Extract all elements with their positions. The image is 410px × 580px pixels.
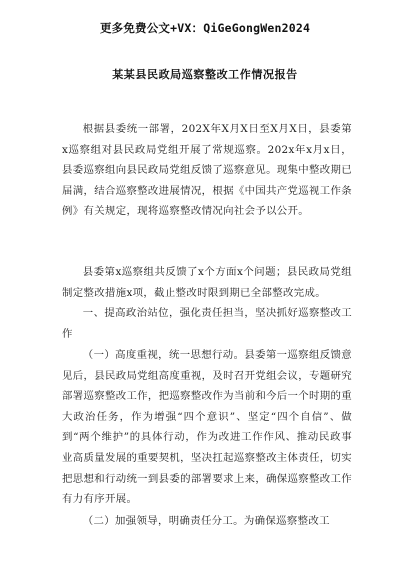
paragraph-summary (62, 262, 352, 303)
section-heading-text: 一、提高政治站位，强化责任担当，坚决抓好巡察整改工作 (62, 307, 352, 340)
promo-header: 更多免费公文+VX：QiGeGongWen2024 (99, 21, 311, 35)
paragraph-text: （一）高度重视，统一思想行动。县委第一巡察组反馈意见后，县民政局党组高度重视，及时召开党组会议，专题研究部署巡察整改工作，把巡察整改作为当前和今后一个时期的重大政治任务，作为增强“四个意识”、坚定“四个自信”、做到“两个维护”的具体行动，作为改进工作作风、推动民政事业高质量发展的重要契机，坚决扛起巡察整改主体责任，切实把思想和行动统一到县委的部署要求上来，确保巡察整改工作有力有序开展。 (62, 349, 352, 506)
section-heading (62, 303, 352, 344)
document-title: 某某县民政局巡察整改工作情况报告 (112, 68, 298, 81)
paragraph-intro (62, 119, 352, 222)
paragraph-text: 县委第x巡察组共反馈了x个方面x个问题；县民政局党组制定整改措施x项，截止整改时限到期已全部整改完成。 (62, 266, 352, 299)
paragraph-subsection-2 (62, 511, 352, 532)
paragraph-text: 根据县委统一部署，202X年X月X日至X月X日，县委第x巡察组对县民政局党组开展了常规巡察。202x年x月x日，县委巡察组向县民政局党组反馈了巡察意见。现集中整改期已届满，结合巡察整改进展情况，根据《中国共产党巡视工作条例》有关规定，现将巡察整改情况向社会予以公开。 (62, 123, 352, 218)
paragraph-text: （二）加强领导，明确责任分工。为确保巡察整改工 (82, 515, 330, 527)
paragraph-subsection-1 (62, 345, 352, 510)
